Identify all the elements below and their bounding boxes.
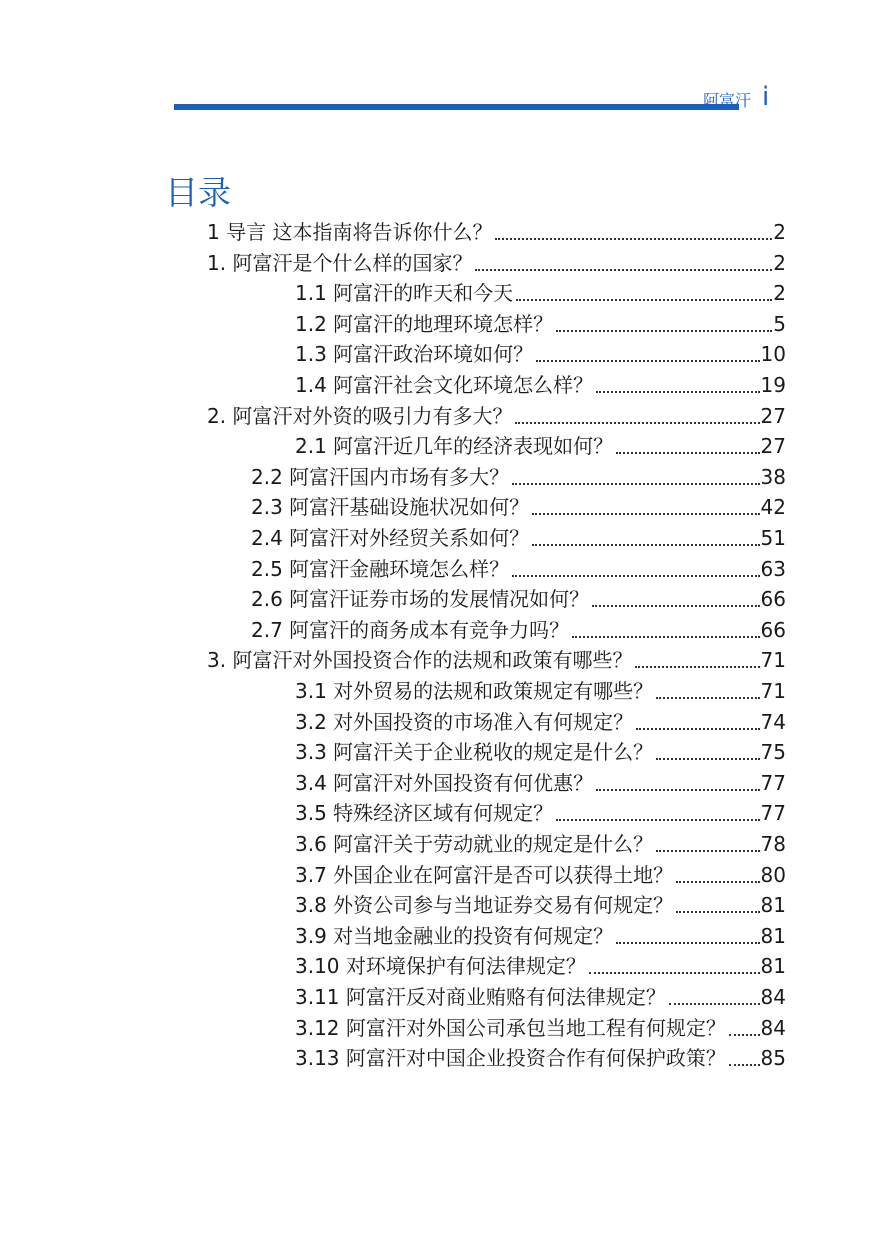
toc-entry-label: 2.7 阿富汗的商务成本有竞争力吗？ [251, 617, 570, 642]
toc-entry[interactable] [207, 400, 786, 430]
toc-entry-page: 51 [760, 526, 786, 550]
dot-leader [729, 1033, 760, 1036]
toc-entry-page: 85 [760, 1046, 786, 1071]
toc-entry[interactable] [207, 247, 786, 277]
toc-entry-page: 77 [760, 801, 786, 826]
toc-entry-label: 2.5 阿富汗金融环境怎么样？ [251, 556, 510, 581]
toc-entry[interactable] [207, 216, 786, 246]
toc-entry-label: 3.7 外国企业在阿富汗是否可以获得土地？ [295, 862, 674, 887]
dot-leader [616, 451, 759, 454]
dot-leader [729, 1063, 760, 1066]
dot-leader [656, 849, 759, 852]
toc-entry-label: 1.2 阿富汗的地理环境怎样？ [295, 311, 554, 336]
toc-entry-label: 2.6 阿富汗证券市场的发展情况如何？ [251, 587, 590, 612]
dot-leader [676, 910, 759, 913]
page-number: i [762, 82, 770, 112]
header-rule [174, 104, 739, 110]
dot-leader [512, 574, 759, 577]
toc-entry-label: 3.9 对当地金融业的投资有何规定？ [295, 923, 614, 948]
dot-leader [515, 421, 759, 424]
toc-entry-page: 81 [760, 923, 786, 948]
dot-leader [516, 298, 772, 301]
dot-leader [616, 941, 759, 944]
toc-entry-page: 2 [773, 250, 786, 275]
toc-entry-label: 2.4 阿富汗对外经贸关系如何？ [251, 526, 530, 550]
toc-entry[interactable] [295, 859, 786, 889]
toc-entry-label: 1.3 阿富汗政治环境如何？ [295, 342, 534, 367]
toc-entry-page: 84 [760, 1015, 786, 1040]
toc-entry-label: 1.4 阿富汗社会文化环境怎么样？ [295, 373, 594, 397]
toc-entry-page: 80 [760, 862, 786, 887]
toc-entry-page: 81 [760, 893, 786, 918]
dot-leader [656, 757, 759, 760]
toc-entry[interactable] [295, 767, 786, 797]
toc-entry-page: 5 [773, 311, 786, 336]
toc-entry-page: 42 [760, 495, 786, 520]
toc-entry-page: 74 [760, 709, 786, 734]
toc-entry[interactable] [295, 277, 786, 307]
toc-entry[interactable] [295, 950, 786, 980]
toc-entry-page: 63 [760, 556, 786, 581]
toc-entry-label: 3.4 阿富汗对外国投资有何优惠？ [295, 770, 594, 795]
toc-entry[interactable] [295, 675, 786, 705]
toc-title: 目录 [165, 173, 231, 212]
toc-entry-page: 2 [773, 220, 786, 244]
toc-entry-page: 71 [760, 679, 786, 703]
toc-entry[interactable] [295, 308, 786, 338]
toc-entry[interactable] [295, 1042, 786, 1072]
toc-entry[interactable] [295, 369, 786, 399]
toc-entry-page: 19 [760, 373, 786, 397]
toc-entry-page: 38 [760, 464, 786, 489]
dot-leader [676, 880, 759, 883]
toc-entry-label: 3.1 对外贸易的法规和政策规定有哪些？ [295, 679, 654, 703]
dot-leader [572, 635, 759, 638]
toc-entry-page: 27 [760, 403, 786, 428]
toc-entry[interactable] [251, 491, 786, 521]
dot-leader [532, 512, 759, 515]
dot-leader [512, 482, 759, 485]
toc-entry-page: 66 [760, 587, 786, 612]
toc-entry-label: 2. 阿富汗对外资的吸引力有多大？ [207, 403, 513, 428]
toc-entry[interactable] [251, 522, 786, 552]
toc-entry-label: 3.2 对外国投资的市场准入有何规定？ [295, 709, 634, 734]
running-title: 阿富汗 [703, 91, 752, 110]
toc-entry[interactable] [207, 644, 786, 674]
toc-entry-label: 1. 阿富汗是个什么样的国家？ [207, 250, 473, 275]
toc-entry-page: 77 [760, 770, 786, 795]
toc-entry-label: 3.6 阿富汗关于劳动就业的规定是什么？ [295, 832, 654, 856]
dot-leader [669, 1002, 760, 1005]
dot-leader [589, 971, 760, 974]
dot-leader [636, 727, 759, 730]
toc-entry-label: 3.12 阿富汗对外国公司承包当地工程有何规定？ [295, 1015, 726, 1040]
toc-entry-label: 3.3 阿富汗关于企业税收的规定是什么？ [295, 740, 654, 765]
toc-entry[interactable] [251, 583, 786, 613]
toc-entry-label: 3. 阿富汗对外国投资合作的法规和政策有哪些？ [207, 648, 633, 673]
toc-entry[interactable] [295, 920, 786, 950]
toc-entry-page: 27 [760, 434, 786, 459]
toc-entry[interactable] [295, 828, 786, 858]
dot-leader [656, 696, 759, 699]
dot-leader [536, 359, 759, 362]
toc-entry-page: 66 [760, 617, 786, 642]
toc-entry[interactable] [295, 889, 786, 919]
toc-entry-page: 10 [760, 342, 786, 367]
dot-leader [635, 665, 759, 668]
toc-entry[interactable] [295, 981, 786, 1011]
toc-entry-page: 2 [773, 281, 786, 306]
toc-entry-label: 3.11 阿富汗反对商业贿赂有何法律规定？ [295, 985, 666, 1009]
toc-entry-label: 3.8 外资公司参与当地证券交易有何规定？ [295, 893, 674, 918]
toc-entry-page: 81 [760, 954, 786, 979]
dot-leader [596, 390, 759, 393]
toc-entry[interactable] [295, 1012, 786, 1042]
toc-entry[interactable] [295, 706, 786, 736]
toc-entry[interactable] [295, 430, 786, 460]
dot-leader [556, 818, 759, 821]
toc-entry[interactable] [251, 553, 786, 583]
toc-entry-label: 2.3 阿富汗基础设施状况如何？ [251, 495, 530, 520]
toc-entry-page: 75 [760, 740, 786, 765]
toc-entry-label: 3.10 对环境保护有何法律规定？ [295, 954, 586, 979]
toc-entry-page: 78 [760, 832, 786, 856]
toc-entry-page: 71 [760, 648, 786, 673]
dot-leader [532, 543, 759, 546]
toc-entry[interactable] [251, 614, 786, 644]
toc-entry-label: 3.13 阿富汗对中国企业投资合作有何保护政策？ [295, 1046, 726, 1071]
toc-entry-page: 84 [760, 985, 786, 1009]
toc-entry-label: 2.1 阿富汗近几年的经济表现如何？ [295, 434, 614, 459]
dot-leader [592, 604, 759, 607]
toc-entry-label: 1.1 阿富汗的昨天和今天 [295, 281, 514, 306]
dot-leader [495, 237, 772, 240]
toc-entry-label: 1 导言 这本指南将告诉你什么？ [207, 220, 493, 244]
toc-entry-label: 3.5 特殊经济区域有何规定？ [295, 801, 554, 826]
dot-leader [596, 788, 759, 791]
toc-entry[interactable] [251, 461, 786, 491]
toc-entry[interactable] [295, 338, 786, 368]
toc-entry[interactable] [295, 736, 786, 766]
dot-leader [475, 268, 772, 271]
dot-leader [556, 329, 772, 332]
toc-entry-label: 2.2 阿富汗国内市场有多大？ [251, 464, 510, 489]
toc-entry[interactable] [295, 797, 786, 827]
